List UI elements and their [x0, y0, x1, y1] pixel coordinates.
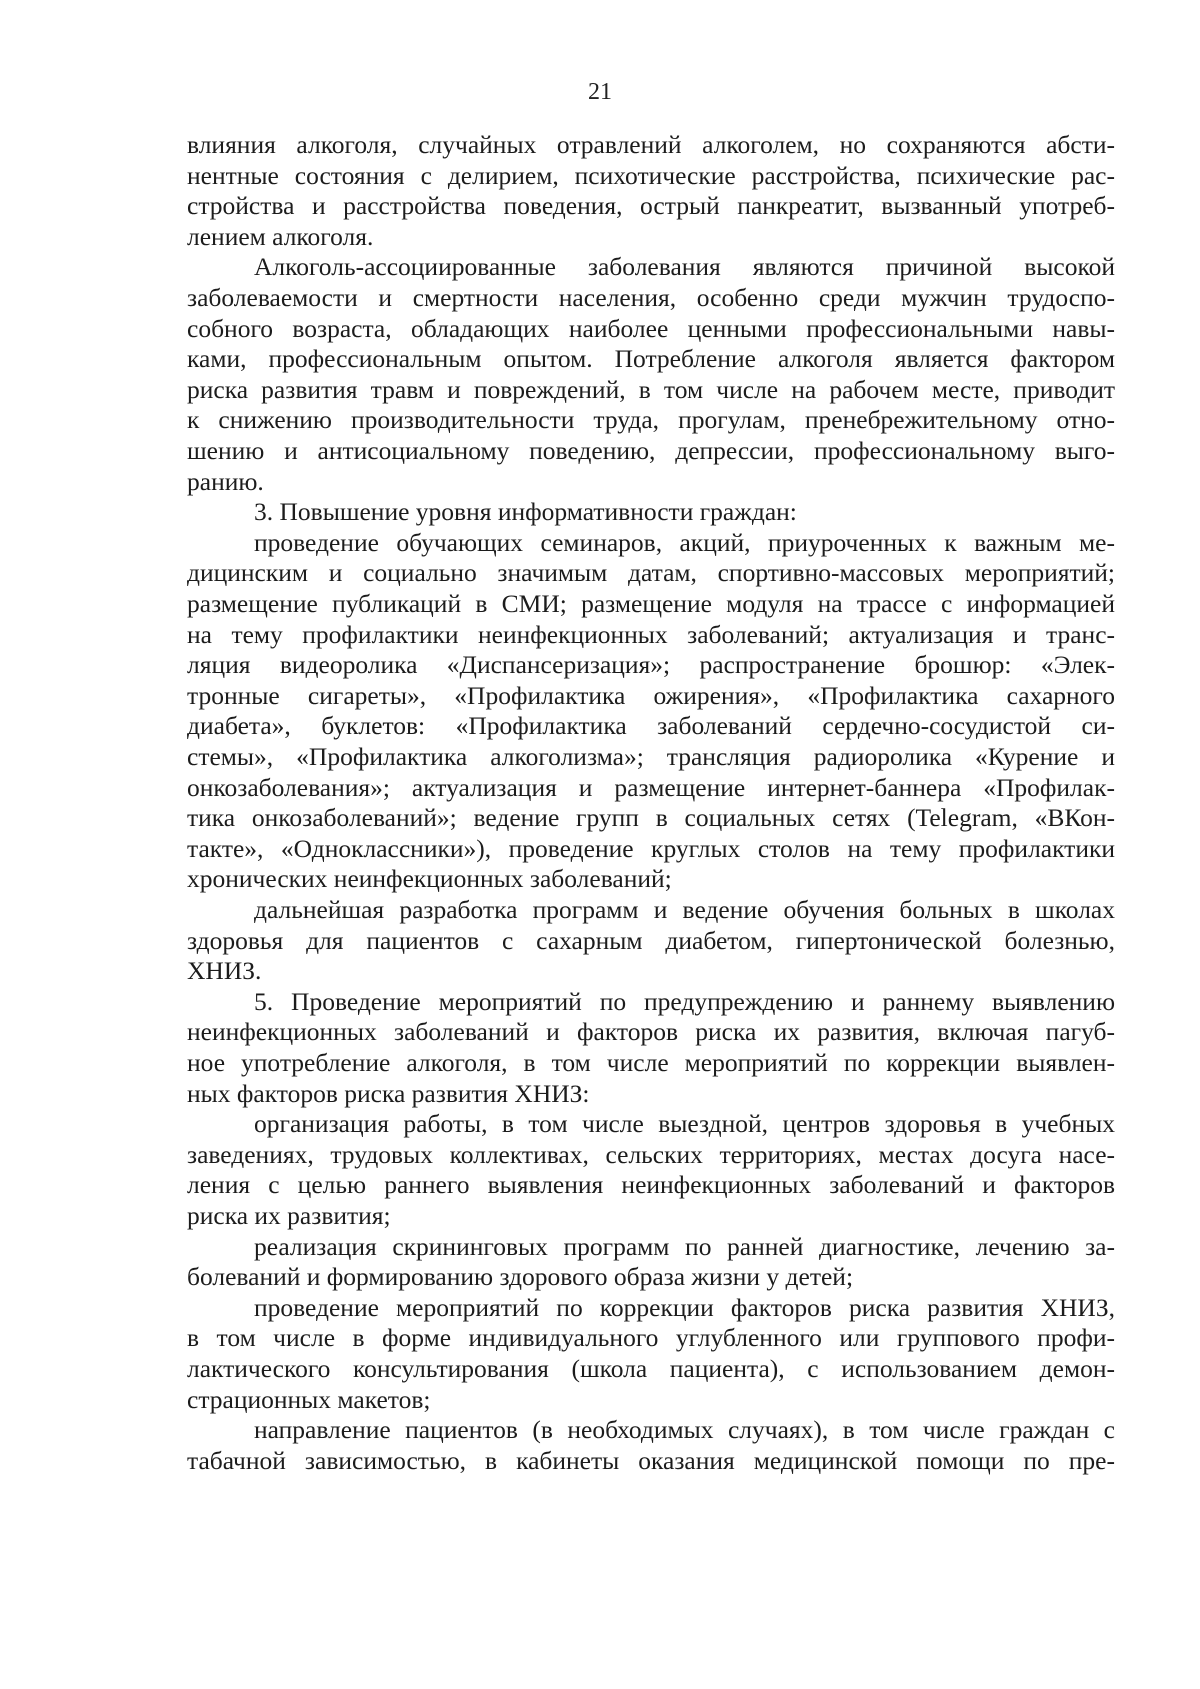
text-line: к снижению производительности труда, прогулам, пренебрежительному отно- [187, 405, 1115, 435]
text-line: риска развития травм и повреждений, в том числе на рабочем месте, приводит [187, 374, 1115, 404]
text-line: шению и антисоциальному поведению, депрессии, профессиональному выго- [187, 436, 1115, 465]
text-line: ления с целью раннего выявления неинфекционных заболеваний и факторов [187, 1170, 1115, 1200]
text-line: ляция видеоролика «Диспансеризация»; распространение брошюр: «Элек- [187, 650, 1115, 680]
text-line: на тему профилактики неинфекционных заболеваний; актуализация и транс- [187, 619, 1115, 649]
text-line: реализация скрининговых программ по ранней диагностике, лечению за- [254, 1231, 1115, 1261]
text-line: табачной зависимостью, в кабинеты оказания медицинской помощи по пре- [187, 1445, 1115, 1475]
text-line: лением алкоголя. [187, 221, 374, 251]
text-line: ных факторов риска развития ХНИЗ: [187, 1078, 590, 1108]
text-line: стройства и расстройства поведения, острый панкреатит, вызванный употреб- [187, 191, 1115, 221]
text-line: направление пациентов (в необходимых случаях), в том числе граждан с [254, 1415, 1115, 1445]
text-line: онкозаболевания»; актуализация и размещение интернет-баннера «Профилак- [187, 772, 1115, 802]
text-line: ками, профессиональным опытом. Потребление алкоголя является фактором [187, 344, 1115, 374]
text-line: 5. Проведение мероприятий по предупреждению и раннему выявлению [254, 986, 1115, 1016]
text-line: проведение обучающих семинаров, акций, приуроченных к важным ме- [254, 527, 1115, 557]
text-line: проведение мероприятий по коррекции факторов риска развития ХНИЗ, [254, 1292, 1115, 1322]
text-line: тика онкозаболеваний»; ведение групп в социальных сетях (Telegram, «ВКон- [187, 803, 1115, 833]
text-line: тронные сигареты», «Профилактика ожирения», «Профилактика сахарного [187, 680, 1115, 710]
text-line: дицинским и социально значимым датам, спортивно-массовых мероприятий; [187, 558, 1115, 588]
text-line: Алкоголь-ассоциированные заболевания являются причиной высокой [254, 252, 1115, 282]
text-line: хронических неинфекционных заболеваний; [187, 864, 672, 894]
text-line: заведениях, трудовых коллективах, сельских территориях, местах досуга насе- [187, 1139, 1115, 1169]
text-line: в том числе в форме индивидуального углубленного или группового профи- [187, 1323, 1115, 1353]
text-line: дальнейшая разработка программ и ведение обучения больных в школах [254, 895, 1115, 924]
text-line: заболеваемости и смертности населения, особенно среди мужчин трудоспо- [187, 283, 1115, 312]
text-line: здоровья для пациентов с сахарным диабетом, гипертонической болезнью, [187, 925, 1115, 955]
text-line: неинфекционных заболеваний и факторов риска их развития, включая пагуб- [187, 1017, 1115, 1047]
text-line: собного возраста, обладающих наиболее ценными профессиональными навы- [187, 313, 1115, 343]
text-line: ХНИЗ. [187, 956, 262, 986]
text-line: размещение публикаций в СМИ; размещение модуля на трассе с информацией [187, 589, 1115, 618]
text-line: 3. Повышение уровня информативности граждан: [254, 497, 797, 527]
text-line: ное употребление алкоголя, в том числе мероприятий по коррекции выявлен- [187, 1048, 1115, 1077]
text-line: лактического консультирования (школа пациента), с использованием демон- [187, 1354, 1115, 1383]
text-line: риска их развития; [187, 1201, 391, 1230]
text-line: такте», «Одноклассники»), проведение круглых столов на тему профилактики [187, 833, 1115, 863]
text-line: организация работы, в том числе выездной, центров здоровья в учебных [254, 1109, 1115, 1139]
text-line: страционных макетов; [187, 1384, 431, 1414]
text-line: ранию. [187, 466, 264, 496]
text-line: влияния алкоголя, случайных отравлений алкоголем, но сохраняются абсти- [187, 130, 1115, 159]
text-line: нентные состояния с делирием, психотические расстройства, психические рас- [187, 160, 1115, 190]
text-line: стемы», «Профилактика алкоголизма»; трансляция радиоролика «Курение и [187, 742, 1115, 771]
text-line: диабета», буклетов: «Профилактика заболеваний сердечно-сосудистой си- [187, 711, 1115, 741]
page-number: 21 [588, 79, 612, 105]
text-line: болеваний и формированию здорового образа жизни у детей; [187, 1262, 854, 1292]
